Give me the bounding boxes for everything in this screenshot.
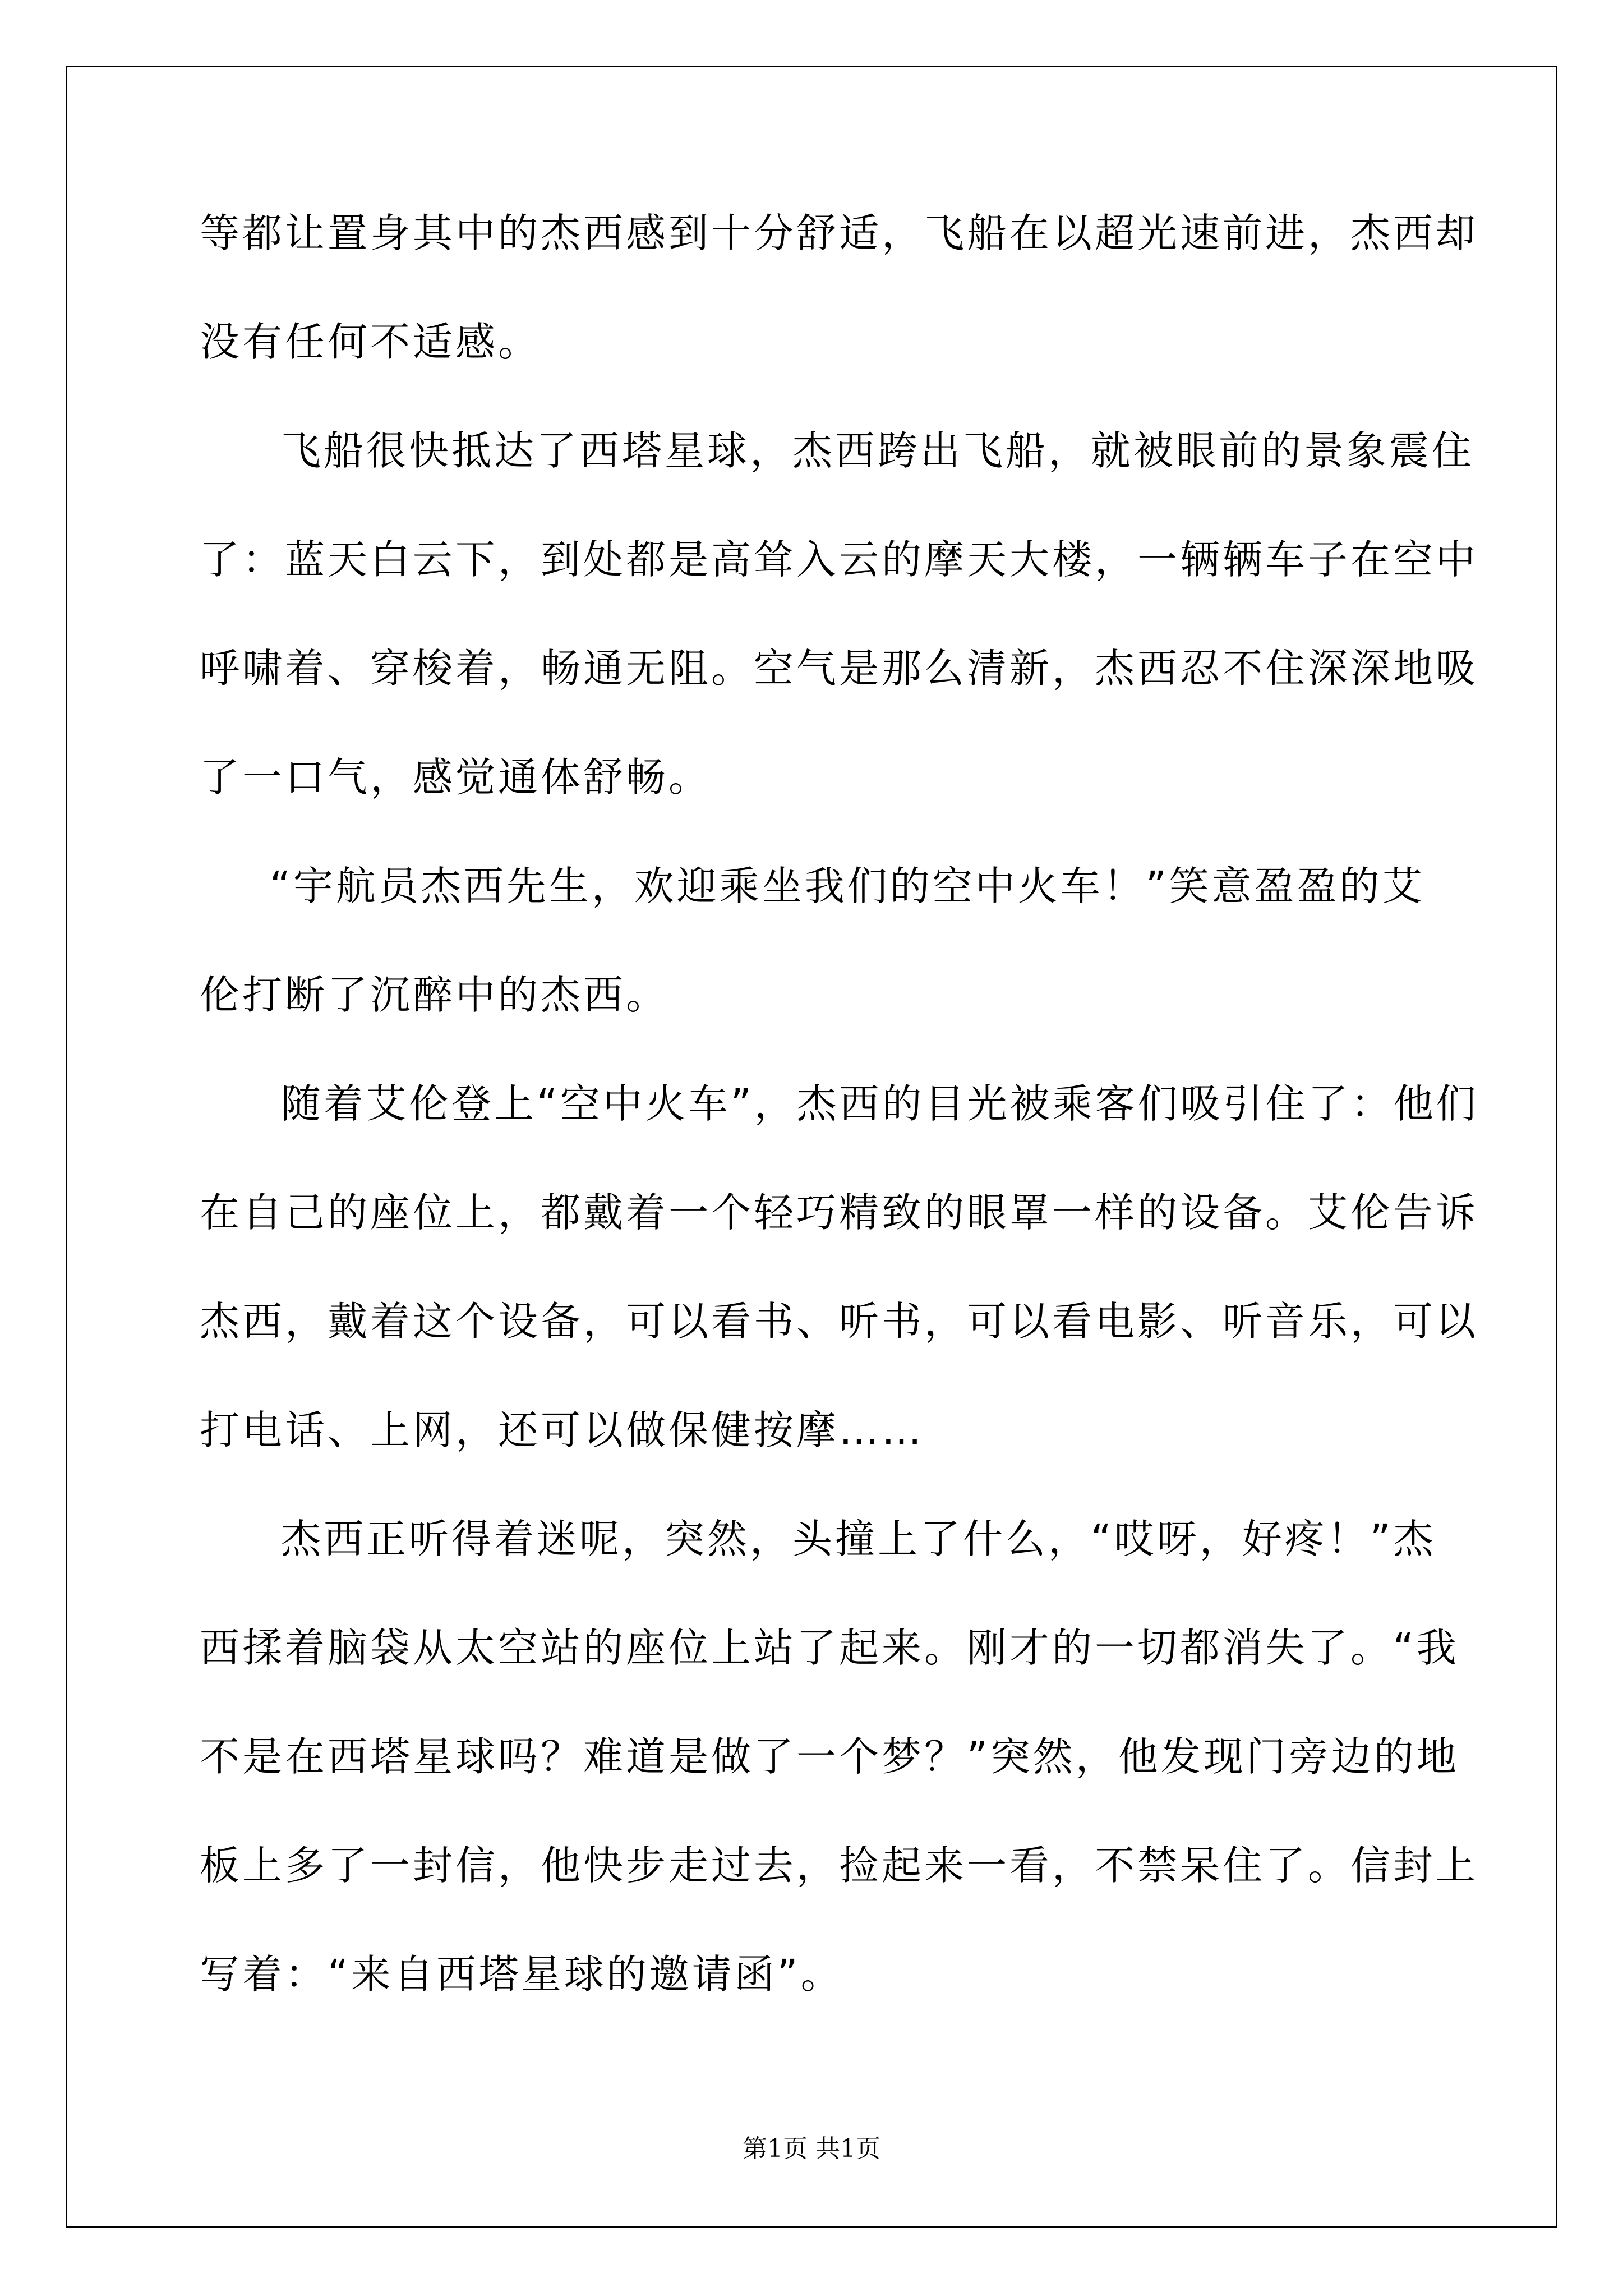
text-line-17: 写着：“来自西塔星球的邀请函”。 [200, 1951, 843, 1998]
text-line-5: 呼啸着、穿梭着，畅通无阻。空气是那么清新，杰西忍不住深深地吸 [200, 645, 1479, 692]
text-line-8: 伦打断了沉醉中的杰西。 [200, 972, 669, 1018]
text-line-9: 随着艾伦登上“空中火车”，杰西的目光被乘客们吸引住了：他们 [281, 1080, 1479, 1127]
page-border [66, 66, 1557, 2228]
text-line-14: 西揉着脑袋从太空站的座位上站了起来。刚才的一切都消失了。“我 [200, 1625, 1459, 1671]
text-line-2: 没有任何不适感。 [200, 319, 541, 365]
text-line-11: 杰西，戴着这个设备，可以看书、听书，可以看电影、听音乐，可以 [200, 1298, 1479, 1345]
text-line-13: 杰西正听得着迷呢，突然，头撞上了什么，“哎呀，好疼！”杰 [281, 1516, 1436, 1562]
text-line-1: 等都让置身其中的杰西感到十分舒适，飞船在以超光速前进，杰西却 [200, 210, 1479, 256]
text-line-4: 了：蓝天白云下，到处都是高耸入云的摩天大楼，一辆辆车子在空中 [200, 536, 1479, 583]
text-line-6: 了一口气，感觉通体舒畅。 [200, 754, 712, 800]
text-line-7: “宇航员杰西先生，欢迎乘坐我们的空中火车！”笑意盈盈的艾 [270, 863, 1425, 909]
text-line-15: 不是在西塔星球吗？难道是做了一个梦？”突然，他发现门旁边的地 [200, 1733, 1459, 1780]
text-line-12: 打电话、上网，还可以做保健按摩…… [200, 1407, 925, 1453]
text-line-16: 板上多了一封信，他快步走过去，捡起来一看，不禁呆住了。信封上 [200, 1842, 1479, 1889]
page-footer: 第1页 共1页 [743, 2134, 880, 2163]
text-line-10: 在自己的座位上，都戴着一个轻巧精致的眼罩一样的设备。艾伦告诉 [200, 1189, 1479, 1236]
text-line-3: 飞船很快抵达了西塔星球，杰西跨出飞船，就被眼前的景象震住 [281, 427, 1475, 474]
